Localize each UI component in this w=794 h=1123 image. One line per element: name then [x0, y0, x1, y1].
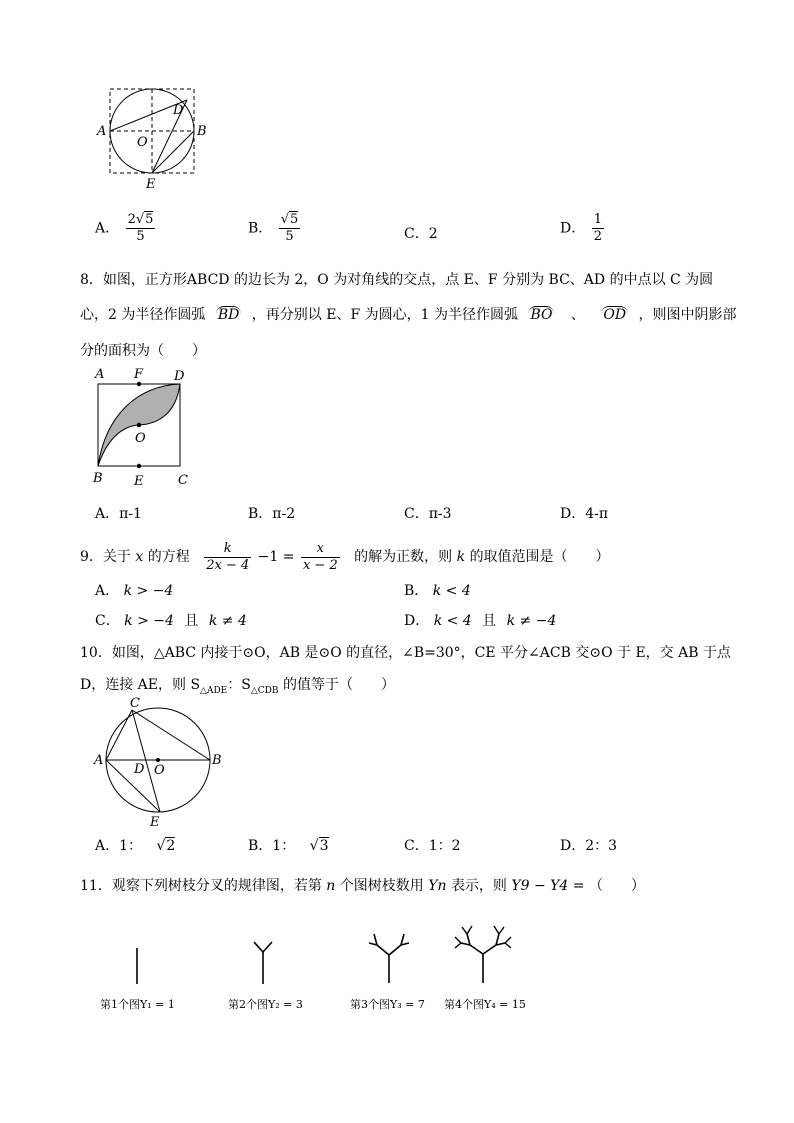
- label-e: E: [150, 815, 160, 829]
- q8-line2-part3: ，则图中阴影部: [638, 307, 737, 323]
- q11-expression: Y9 − Y4 =: [511, 878, 585, 894]
- q7-a-coef: 2: [127, 212, 136, 227]
- q8-separator: 、: [570, 307, 585, 323]
- label-c: C: [178, 473, 188, 488]
- q11-stem-part3: 表示，则: [450, 878, 507, 894]
- q10-option-a: A．1： √2: [95, 838, 176, 854]
- q9-option-d-label: D．: [404, 613, 430, 629]
- q7-option-b-fraction: $\frac{√5}{5}$: [280, 212, 299, 244]
- q9-option-b: [404, 581, 471, 601]
- q9-stem-part3: 的解为正数，则: [354, 549, 453, 565]
- figure-q11-tree-3: [364, 925, 414, 990]
- label-b: B: [197, 124, 207, 139]
- label-o: O: [137, 135, 148, 150]
- label-o: O: [154, 763, 165, 778]
- q8-stem-line3: 分的面积为（ ）: [80, 343, 206, 359]
- q10-option-b: B．1： √3: [248, 838, 329, 854]
- q9-minus-one: −1 =: [257, 549, 295, 565]
- q11-caption-2: 第2个图Y₂ = 3: [228, 998, 303, 1011]
- label-e: E: [134, 474, 144, 489]
- label-f: F: [134, 367, 144, 382]
- q11-y-n: Yn: [428, 878, 447, 894]
- q9-fraction-1: [204, 541, 251, 574]
- q11-var-n: n: [326, 878, 336, 894]
- label-a: A: [97, 124, 107, 139]
- q11-caption-1: 第1个图Y₁ = 1: [100, 998, 175, 1011]
- q8-option-b: B．π-2: [248, 506, 296, 522]
- label-e: E: [146, 177, 156, 192]
- q7-option-d: [560, 212, 606, 245]
- q11-stem-part4: （ ）: [588, 878, 645, 894]
- label-c: C: [130, 696, 140, 711]
- q7-option-d-label: D．: [560, 220, 586, 237]
- q9-frac2-num: x: [301, 541, 340, 558]
- q10-option-b-label: B．1：: [248, 838, 296, 854]
- q7-option-a: [95, 212, 157, 245]
- q10-sub-ade: △ADE: [200, 685, 228, 696]
- q10-stem-line1: 10．如图，△ABC 内接于⊙O，AB 是⊙O 的直径，∠B=30°，CE 平分∠ACB 交⊙O 于 E，交 AB 于点: [80, 645, 731, 661]
- q7-option-b: [248, 212, 302, 245]
- q10-option-c: C．1：2: [404, 838, 461, 854]
- q9-option-c-and: 且: [184, 613, 199, 629]
- q8-line2-part2: ，再分别以 E、F 为圆心，1 为半径作圆弧: [251, 307, 518, 323]
- q7-a-den: 5: [136, 229, 145, 244]
- q8-option-d: D．4-π: [560, 506, 609, 522]
- q10-line2-part1: D，连接 AE，则 S: [80, 677, 201, 693]
- q8-option-c: C．π-3: [404, 506, 452, 522]
- q9-option-a-value: k > −4: [123, 583, 174, 599]
- q10-colon: ：S: [227, 677, 251, 693]
- label-d: D: [174, 369, 185, 384]
- q9-stem-part1: 9．关于: [80, 549, 131, 565]
- q7-option-a-fraction: $\frac{2√5}{5}$: [127, 212, 154, 244]
- q9-option-d-and: 且: [482, 613, 497, 629]
- q9-option-c-label: C．: [95, 613, 120, 629]
- figure-q7-circle-square: [95, 80, 235, 195]
- label-b: B: [93, 471, 103, 486]
- label-o: O: [135, 431, 146, 446]
- q7-option-d-fraction: [592, 212, 604, 245]
- q7-option-a-label: A．: [95, 220, 120, 237]
- q8-stem-line1: 8．如图，正方形ABCD 的边长为 2，O 为对角线的交点，点 E、F 分别为 BC、AD 的中点以 C 为圆: [80, 272, 714, 288]
- q11-stem-part2: 个图树枝数用: [339, 878, 424, 894]
- figure-q10-inscribed-triangle: [90, 694, 225, 829]
- q10-line2-part2: 的值等于（ ）: [278, 677, 395, 693]
- q8-option-a: A．π-1: [95, 506, 142, 522]
- q7-d-den: 2: [593, 229, 602, 244]
- label-d: D: [134, 762, 145, 777]
- figure-q11-tree-2: [248, 930, 278, 990]
- figure-q11-tree-4: [452, 918, 514, 990]
- q10-option-a-rad: 2: [166, 838, 176, 854]
- q11-stem: [80, 876, 645, 896]
- q10-option-b-rad: 3: [319, 838, 329, 854]
- q9-option-c: [95, 611, 247, 631]
- q9-frac1-den: 2x − 4: [206, 557, 250, 573]
- q9-frac1-num: k: [204, 541, 251, 558]
- q10-option-d: D．2：3: [560, 838, 618, 854]
- q9-var-k: k: [456, 549, 466, 565]
- q8-arc-bd: BD: [217, 307, 240, 323]
- q9-option-b-value: k < 4: [432, 583, 471, 599]
- q9-option-a-label: A．: [95, 583, 120, 599]
- q10-sub-cdb: △CDB: [250, 685, 279, 696]
- q9-fraction-2: [301, 541, 340, 574]
- label-d: D: [173, 103, 184, 118]
- q8-stem-line2: [80, 305, 737, 325]
- q7-d-num: 1: [593, 212, 602, 227]
- q7-b-rad: 5: [290, 212, 299, 227]
- q9-frac2-den: x − 2: [302, 557, 338, 573]
- q7-option-b-label: B．: [248, 220, 273, 237]
- q10-option-a-label: A．1：: [95, 838, 143, 854]
- q9-option-c-value2: k ≠ 4: [208, 613, 247, 629]
- q9-stem-part2: 的方程: [147, 549, 190, 565]
- q9-option-d: [404, 611, 556, 631]
- q11-caption-3: 第3个图Y₃ = 7: [350, 998, 425, 1011]
- q9-var-x: x: [135, 549, 144, 565]
- q7-b-den: 5: [285, 229, 294, 244]
- q11-caption-4: 第4个图Y₄ = 15: [444, 998, 526, 1011]
- q9-option-d-value2: k ≠ −4: [506, 613, 557, 629]
- figure-q8-square-arcs: [88, 364, 198, 492]
- q9-option-c-value1: k > −4: [124, 613, 174, 629]
- q9-option-d-value1: k < 4: [433, 613, 472, 629]
- label-a: A: [95, 367, 105, 382]
- q9-stem-part4: 的取值范围是（ ）: [469, 549, 610, 565]
- q9-stem: [80, 540, 610, 574]
- figure-q11-tree-1: [125, 930, 149, 990]
- q8-arc-od: OD: [603, 307, 627, 323]
- label-a: A: [94, 753, 104, 768]
- q7-a-rad: 5: [145, 212, 154, 227]
- q9-option-b-label: B．: [404, 583, 429, 599]
- q8-arc-bo: BO: [530, 307, 553, 323]
- q8-line2-part1: 心，2 为半径作圆弧: [80, 307, 206, 323]
- q7-option-c: C．2: [404, 226, 438, 242]
- q9-option-a: [95, 581, 173, 601]
- q11-stem-part1: 11．观察下列树枝分叉的规律图，若第: [80, 878, 322, 894]
- label-b: B: [212, 753, 222, 768]
